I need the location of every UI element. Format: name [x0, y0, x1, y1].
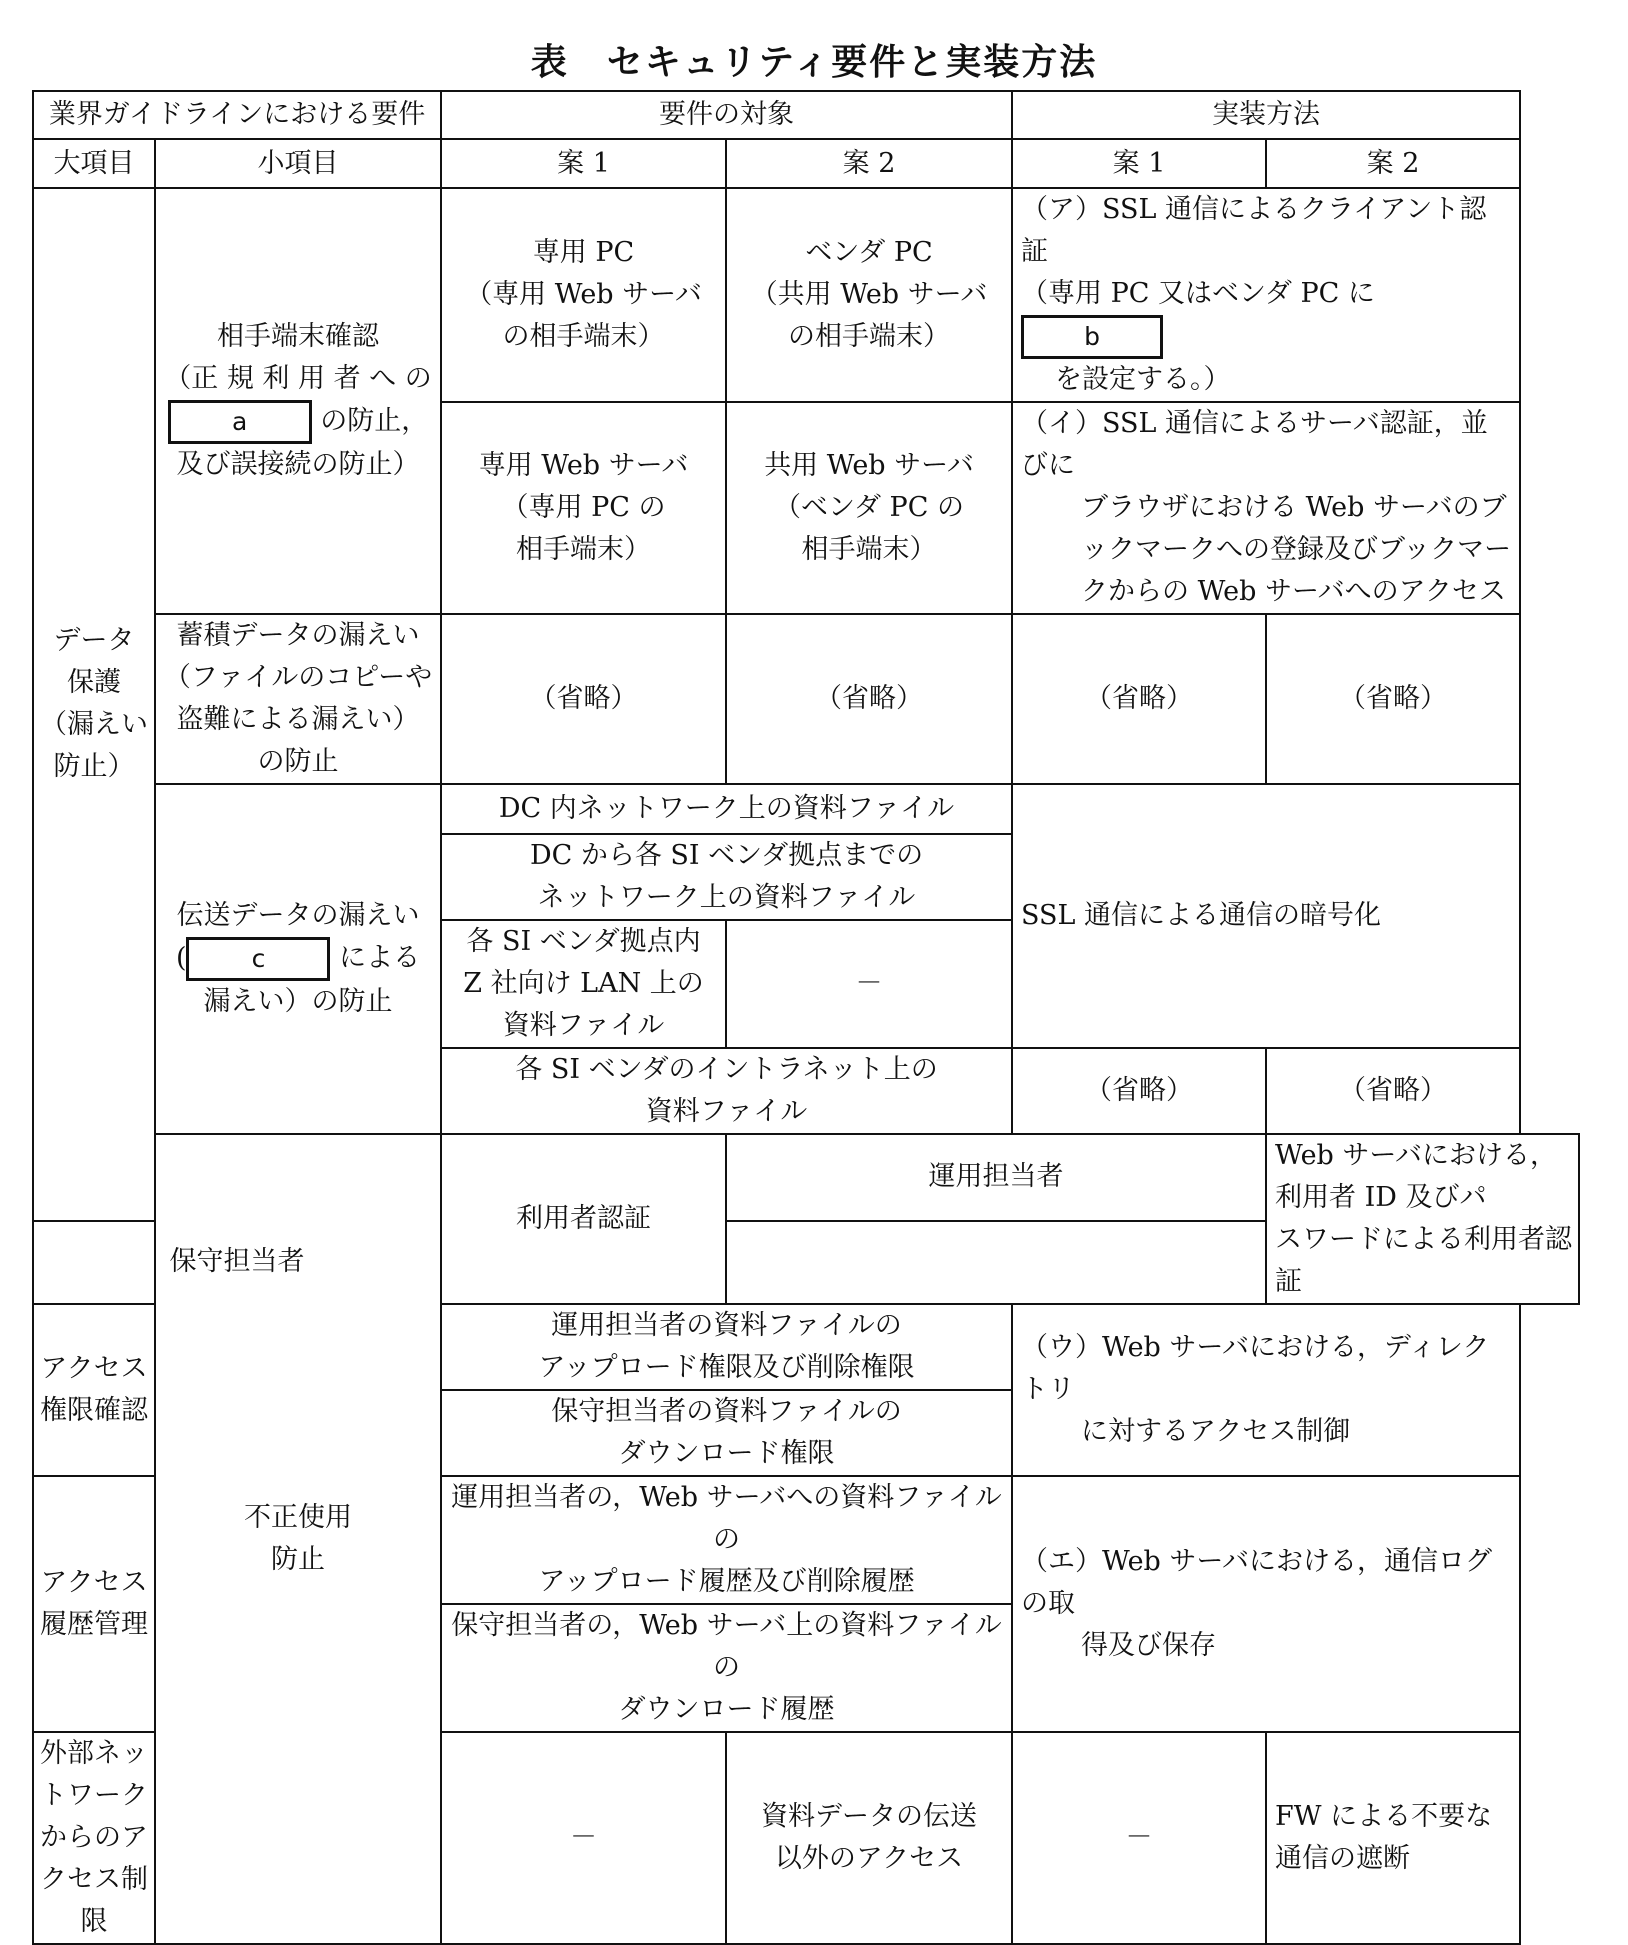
- target-plan1-none-2: －: [441, 1732, 726, 1944]
- impl-communication-log: （エ）Web サーバにおける，通信ログの取 得及び保存: [1012, 1476, 1520, 1732]
- impl-plan1-omitted: （省略）: [1012, 614, 1266, 784]
- target-dc-to-vendor-network-file: DC から各 SI ベンダ拠点までの ネットワーク上の資料ファイル: [441, 834, 1012, 920]
- impl-plan1-omitted-2: （省略）: [1012, 1048, 1266, 1134]
- minor-terminal-check: 相手端末確認 （正 規 利 用 者 へ の a の防止， 及び誤接続の防止）: [155, 188, 441, 614]
- major-misuse-prevention: 不正使用 防止: [155, 1134, 441, 1944]
- target-non-transfer-access: 資料データの伝送 以外のアクセス: [726, 1732, 1012, 1944]
- header-major: 大項目: [33, 139, 155, 188]
- major-data-protection: データ 保護 （漏えい 防止）: [33, 188, 155, 1221]
- target-vendor-lan-file: 各 SI ベンダ拠点内 Z 社向け LAN 上の 資料ファイル: [441, 920, 726, 1048]
- impl-plan2-omitted: （省略）: [1266, 614, 1520, 784]
- header-minor: 小項目: [155, 139, 441, 188]
- target-plan2-none: －: [726, 920, 1012, 1048]
- target-plan2-vendor-pc: ベンダ PC （共用 Web サーバ の相手端末）: [726, 188, 1012, 402]
- blank-c: c: [186, 937, 330, 981]
- header-target-plan2: 案 2: [726, 139, 1012, 188]
- blank-a: a: [168, 400, 312, 444]
- impl-user-auth: Web サーバにおける，利用者 ID 及びパ スワードによる利用者認証: [1266, 1134, 1579, 1304]
- minor-external-access-restriction: 外部ネットワーク からのアクセス制限: [33, 1732, 155, 1944]
- header-implementation: 実装方法: [1012, 91, 1520, 139]
- impl-plan1-none: －: [1012, 1732, 1266, 1944]
- minor-transmitted-data-leak: 伝送データの漏えい ( c による 漏えい）の防止: [155, 784, 441, 1134]
- minor-access-history: アクセス履歴管理: [33, 1476, 155, 1732]
- impl-client-auth: （ア）SSL 通信によるクライアント認証 （専用 PC 又はベンダ PC に b を設定する。）: [1012, 188, 1520, 402]
- minor-access-rights: アクセス権限確認: [33, 1304, 155, 1476]
- target-operator-upload-history: 運用担当者の，Web サーバへの資料ファイルの アップロード履歴及び削除履歴: [441, 1476, 1012, 1604]
- target-maintainer-download-rights: 保守担当者の資料ファイルの ダウンロード権限: [441, 1390, 1012, 1476]
- target-maintainer-download-history: 保守担当者の，Web サーバ上の資料ファイルの ダウンロード履歴: [441, 1604, 1012, 1732]
- header-target: 要件の対象: [441, 91, 1012, 139]
- table-title: 表 セキュリティ要件と実装方法: [530, 42, 1098, 83]
- minor-stored-data-leak: 蓄積データの漏えい （ファイルのコピーや 盗難による漏えい） の防止: [155, 614, 441, 784]
- impl-directory-access-control: （ウ）Web サーバにおける，ディレクトリ に対するアクセス制御: [1012, 1304, 1520, 1476]
- header-impl-plan2: 案 2: [1266, 139, 1520, 188]
- impl-fw-block: FW による不要な 通信の遮断: [1266, 1732, 1520, 1944]
- target-plan2-shared-web-server: 共用 Web サーバ （ベンダ PC の 相手端末）: [726, 402, 1012, 614]
- header-impl-plan1: 案 1: [1012, 139, 1266, 188]
- target-dc-network-file: DC 内ネットワーク上の資料ファイル: [441, 784, 1012, 834]
- target-operator-upload-rights: 運用担当者の資料ファイルの アップロード権限及び削除権限: [441, 1304, 1012, 1390]
- target-plan1-omitted: （省略）: [441, 614, 726, 784]
- security-requirements-table: [32, 90, 1580, 1945]
- target-plan1-dedicated-web-server: 専用 Web サーバ （専用 PC の 相手端末）: [441, 402, 726, 614]
- target-vendor-intranet-file: 各 SI ベンダのイントラネット上の 資料ファイル: [441, 1048, 1012, 1134]
- blank-b: b: [1021, 315, 1163, 359]
- impl-ssl-encryption: SSL 通信による通信の暗号化: [1012, 784, 1520, 1048]
- header-target-plan1: 案 1: [441, 139, 726, 188]
- impl-server-auth: （イ）SSL 通信によるサーバ認証，並びに ブラウザにおける Web サーバのブ ックマークへの登録及びブックマー クからの Web サーバへのアクセス: [1012, 402, 1520, 614]
- minor-user-auth: 利用者認証: [441, 1134, 726, 1304]
- target-plan1-dedicated-pc: 専用 PC （専用 Web サーバ の相手端末）: [441, 188, 726, 402]
- header-guideline: 業界ガイドラインにおける要件: [33, 91, 441, 139]
- target-plan2-omitted: （省略）: [726, 614, 1012, 784]
- impl-plan2-omitted-2: （省略）: [1266, 1048, 1520, 1134]
- target-maintainer: 保守担当者: [33, 1221, 441, 1304]
- target-operator: 運用担当者: [726, 1134, 1266, 1221]
